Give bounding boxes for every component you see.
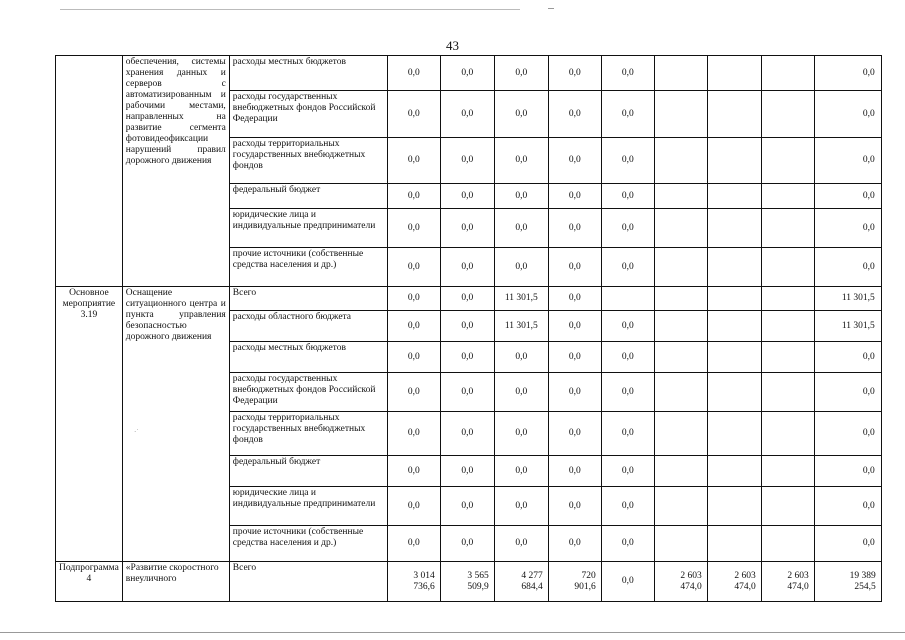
value-cell — [761, 138, 814, 184]
funding-source-cell: Всего — [229, 287, 387, 311]
total-cell: 0,0 — [814, 373, 881, 412]
activity-code-cell: Основное мероприятие 3.19 — [56, 287, 123, 562]
value-cell — [654, 287, 707, 311]
scan-top-rule — [60, 9, 520, 10]
total-cell: 0,0 — [814, 91, 881, 138]
funding-source-cell: юридические лица и индивидуальные предприниматели — [229, 209, 387, 248]
total-cell: 0,0 — [814, 56, 881, 91]
total-cell: 0,0 — [814, 248, 881, 287]
activity-code-cell: Подпрограмма 4 — [56, 562, 123, 602]
value-cell: 0,0 — [387, 487, 440, 526]
value-cell: 0,0 — [601, 248, 654, 287]
value-cell — [654, 526, 707, 562]
value-cell: 0,0 — [387, 138, 440, 184]
value-cell: 0,0 — [548, 56, 601, 91]
value-cell — [707, 373, 761, 412]
value-cell: 0,0 — [440, 373, 494, 412]
total-cell: 0,0 — [814, 526, 881, 562]
value-cell — [654, 248, 707, 287]
value-cell: 0,0 — [387, 287, 440, 311]
value-cell: 0,0 — [440, 138, 494, 184]
value-cell: 0,0 — [494, 138, 548, 184]
value-cell: 0,0 — [440, 287, 494, 311]
value-cell: 0,0 — [601, 209, 654, 248]
value-cell — [707, 311, 761, 342]
value-cell: 0,0 — [440, 184, 494, 209]
funding-source-cell: федеральный бюджет — [229, 184, 387, 209]
value-cell: 0,0 — [387, 412, 440, 456]
value-cell — [707, 456, 761, 487]
value-cell — [707, 487, 761, 526]
activity-description-cell: обеспечения, системы хранения данных и серверов с автоматизированным и рабочими местами, направленных на развитие сегмента фотовидеофиксации нарушений правил дорожного движения — [122, 56, 229, 287]
value-cell: 0,0 — [440, 412, 494, 456]
value-cell: 0,0 — [440, 248, 494, 287]
value-cell: 11 301,5 — [494, 287, 548, 311]
value-cell: 0,0 — [494, 209, 548, 248]
table-row — [56, 56, 882, 91]
table-row — [56, 287, 882, 311]
value-cell — [761, 91, 814, 138]
value-cell — [761, 56, 814, 91]
value-cell — [707, 91, 761, 138]
value-cell: 0,0 — [601, 342, 654, 373]
funding-source-cell: расходы областного бюджета — [229, 311, 387, 342]
value-cell: 0,0 — [601, 456, 654, 487]
value-cell: 0,0 — [494, 342, 548, 373]
total-cell: 19 389 254,5 — [814, 562, 881, 602]
activity-code-cell — [56, 56, 123, 287]
value-cell — [654, 311, 707, 342]
value-cell: 0,0 — [548, 209, 601, 248]
value-cell: 3 565 509,9 — [440, 562, 494, 602]
value-cell: 0,0 — [440, 526, 494, 562]
funding-source-cell: федеральный бюджет — [229, 456, 387, 487]
value-cell — [761, 412, 814, 456]
table-row — [56, 562, 882, 602]
scan-corner-mark — [548, 8, 554, 9]
value-cell: 0,0 — [494, 412, 548, 456]
value-cell: 0,0 — [601, 412, 654, 456]
value-cell — [707, 248, 761, 287]
funding-source-cell: прочие источники (собственные средства населения и др.) — [229, 526, 387, 562]
value-cell: 0,0 — [387, 209, 440, 248]
value-cell: 0,0 — [548, 373, 601, 412]
value-cell: 11 301,5 — [494, 311, 548, 342]
value-cell: 0,0 — [387, 91, 440, 138]
value-cell — [761, 184, 814, 209]
value-cell — [761, 287, 814, 311]
value-cell: 0,0 — [548, 456, 601, 487]
value-cell — [761, 456, 814, 487]
total-cell: 0,0 — [814, 209, 881, 248]
total-cell: 0,0 — [814, 138, 881, 184]
page-number: 43 — [446, 38, 459, 53]
value-cell — [654, 184, 707, 209]
value-cell: 0,0 — [387, 184, 440, 209]
value-cell: 0,0 — [548, 311, 601, 342]
value-cell: 0,0 — [601, 311, 654, 342]
scan-bottom-rule — [0, 632, 905, 633]
value-cell: 0,0 — [548, 526, 601, 562]
value-cell: 0,0 — [548, 91, 601, 138]
value-cell — [761, 248, 814, 287]
total-cell: 0,0 — [814, 456, 881, 487]
value-cell: 0,0 — [601, 373, 654, 412]
value-cell: 2 603 474,0 — [761, 562, 814, 602]
value-cell: 720 901,6 — [548, 562, 601, 602]
funding-source-cell: расходы территориальных государственных внебюджетных фондов — [229, 412, 387, 456]
value-cell: 0,0 — [440, 91, 494, 138]
value-cell: 2 603 474,0 — [654, 562, 707, 602]
funding-source-cell: расходы территориальных государственных внебюджетных фондов — [229, 138, 387, 184]
value-cell: 0,0 — [601, 526, 654, 562]
value-cell — [654, 91, 707, 138]
value-cell: 0,0 — [494, 91, 548, 138]
value-cell: 2 603 474,0 — [707, 562, 761, 602]
value-cell: 0,0 — [548, 412, 601, 456]
value-cell: 0,0 — [440, 456, 494, 487]
value-cell: 0,0 — [601, 184, 654, 209]
value-cell: 0,0 — [548, 287, 601, 311]
value-cell — [707, 138, 761, 184]
value-cell: 0,0 — [387, 342, 440, 373]
value-cell: 0,0 — [440, 209, 494, 248]
value-cell — [654, 56, 707, 91]
value-cell: 0,0 — [601, 56, 654, 91]
funding-source-cell: расходы местных бюджетов — [229, 342, 387, 373]
value-cell: 0,0 — [494, 373, 548, 412]
value-cell — [707, 412, 761, 456]
value-cell — [761, 487, 814, 526]
value-cell — [654, 209, 707, 248]
value-cell: 0,0 — [387, 248, 440, 287]
value-cell: 0,0 — [601, 562, 654, 602]
value-cell: 0,0 — [440, 487, 494, 526]
value-cell — [654, 342, 707, 373]
value-cell: 0,0 — [494, 184, 548, 209]
value-cell — [654, 412, 707, 456]
total-cell: 0,0 — [814, 342, 881, 373]
budget-table — [55, 55, 882, 602]
funding-source-cell: Всего — [229, 562, 387, 602]
value-cell: 0,0 — [494, 248, 548, 287]
value-cell: 3 014 736,6 — [387, 562, 440, 602]
funding-source-cell: расходы местных бюджетов — [229, 56, 387, 91]
value-cell: 0,0 — [387, 56, 440, 91]
value-cell — [707, 209, 761, 248]
value-cell: 0,0 — [387, 456, 440, 487]
value-cell — [654, 487, 707, 526]
value-cell: 0,0 — [387, 526, 440, 562]
value-cell: 0,0 — [548, 342, 601, 373]
funding-source-cell: прочие источники (собственные средства населения и др.) — [229, 248, 387, 287]
value-cell: 0,0 — [548, 138, 601, 184]
value-cell: 0,0 — [440, 56, 494, 91]
value-cell — [654, 373, 707, 412]
total-cell: 11 301,5 — [814, 287, 881, 311]
value-cell — [761, 342, 814, 373]
total-cell: 0,0 — [814, 487, 881, 526]
value-cell: 0,0 — [387, 373, 440, 412]
value-cell — [707, 526, 761, 562]
value-cell: 0,0 — [548, 248, 601, 287]
scan-artifact-mark: ·˙ — [134, 428, 139, 436]
value-cell: 0,0 — [494, 487, 548, 526]
value-cell — [601, 287, 654, 311]
activity-description-cell: Оснащение ситуационного центра и пункта управления безопасностью дорожного движения — [122, 287, 229, 562]
value-cell: 0,0 — [601, 91, 654, 138]
value-cell: 0,0 — [494, 456, 548, 487]
value-cell — [761, 209, 814, 248]
value-cell — [707, 184, 761, 209]
value-cell — [761, 526, 814, 562]
value-cell: 0,0 — [387, 311, 440, 342]
activity-description-cell: «Развитие скоростного внеуличного — [122, 562, 229, 602]
funding-source-cell: расходы государственных внебюджетных фондов Российской Федерации — [229, 91, 387, 138]
total-cell: 0,0 — [814, 184, 881, 209]
value-cell: 0,0 — [548, 487, 601, 526]
value-cell: 0,0 — [494, 56, 548, 91]
value-cell — [761, 311, 814, 342]
value-cell — [654, 138, 707, 184]
value-cell — [707, 287, 761, 311]
value-cell: 4 277 684,4 — [494, 562, 548, 602]
value-cell: 0,0 — [494, 526, 548, 562]
value-cell: 0,0 — [440, 342, 494, 373]
value-cell — [707, 342, 761, 373]
value-cell — [707, 56, 761, 91]
funding-source-cell: юридические лица и индивидуальные предприниматели — [229, 487, 387, 526]
total-cell: 11 301,5 — [814, 311, 881, 342]
value-cell — [654, 456, 707, 487]
value-cell: 0,0 — [601, 138, 654, 184]
value-cell — [761, 373, 814, 412]
total-cell: 0,0 — [814, 412, 881, 456]
value-cell: 0,0 — [548, 184, 601, 209]
value-cell: 0,0 — [440, 311, 494, 342]
value-cell: 0,0 — [601, 487, 654, 526]
funding-source-cell: расходы государственных внебюджетных фондов Российской Федерации — [229, 373, 387, 412]
